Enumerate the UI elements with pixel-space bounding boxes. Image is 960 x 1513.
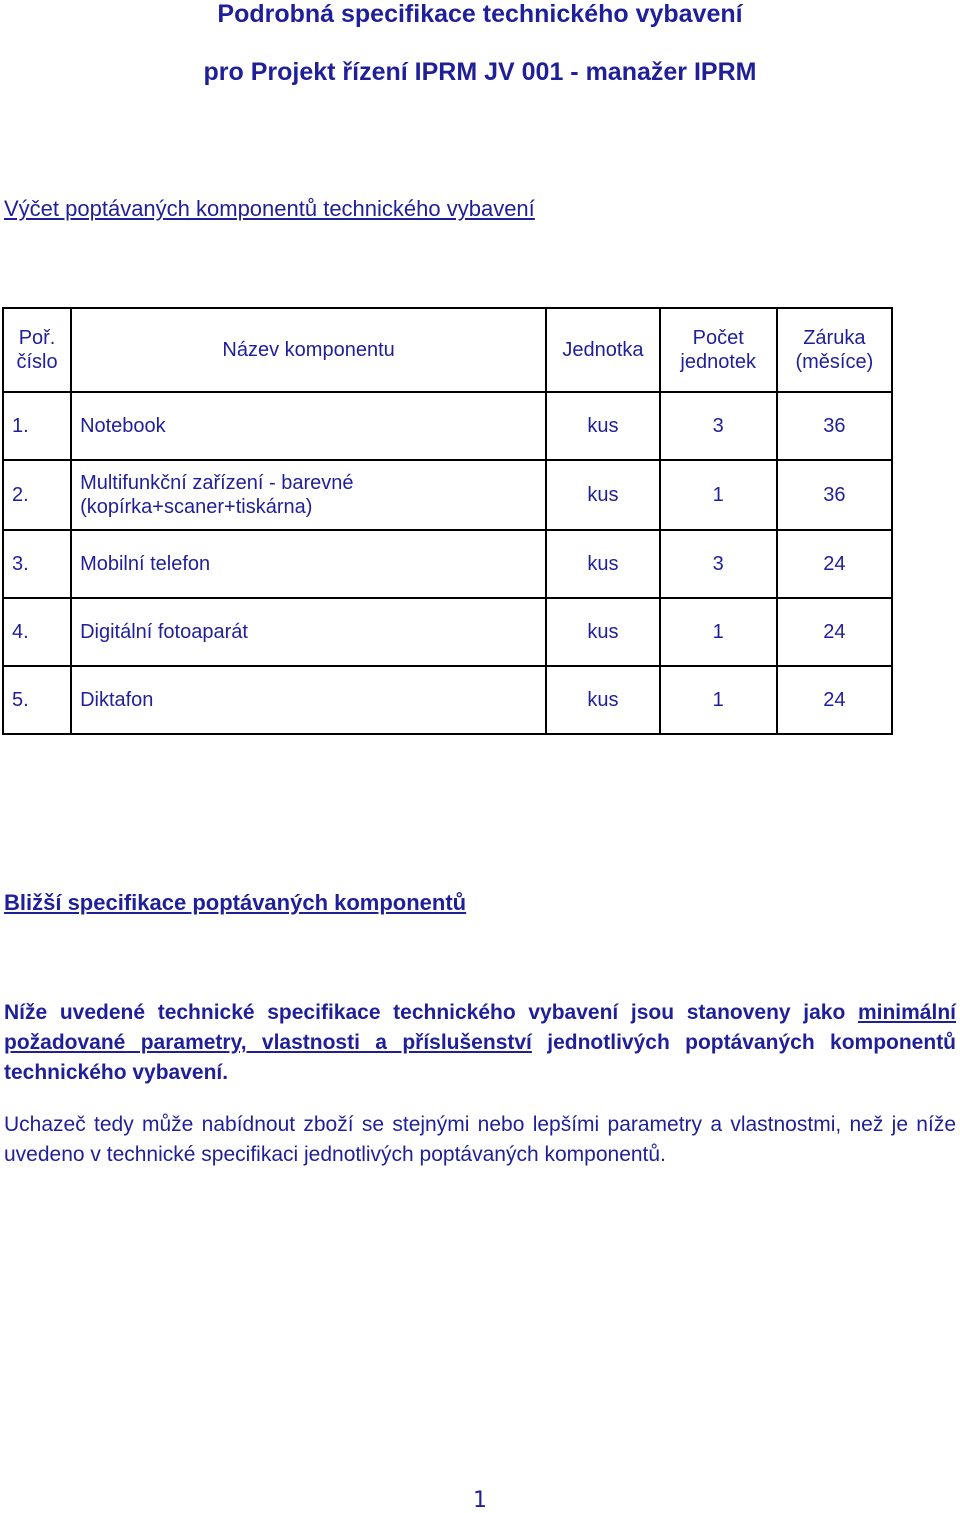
cell-warranty: 24: [777, 666, 892, 734]
cell-number: 5.: [3, 666, 71, 734]
paragraph-minimum-requirements: [4, 998, 956, 1088]
paragraph-underlined-text: minimální požadované parametry, vlastnosti a příslušenství: [4, 1001, 956, 1054]
col-header-warranty: [777, 308, 892, 392]
cell-name: Diktafon: [71, 666, 546, 734]
document-subtitle: pro Projekt řízení IPRM JV 001 - manažer IPRM: [203, 58, 757, 86]
table-row: [3, 460, 892, 530]
paragraph-bidder-note: Uchazeč tedy může nabídnout zboží se stejnými nebo lepšími parametry a vlastnostmi, než je níže uvedeno v technické specifikaci jednotlivých poptávaných komponentů.: [4, 1113, 956, 1166]
cell-count: 3: [660, 530, 777, 598]
cell-unit: kus: [546, 392, 660, 460]
components-table: [2, 307, 893, 735]
cell-name: Mobilní telefon: [71, 530, 546, 598]
cell-number: 1.: [3, 392, 71, 460]
cell-warranty: 36: [777, 460, 892, 530]
cell-name: Digitální fotoaparát: [71, 598, 546, 666]
cell-unit: kus: [546, 460, 660, 530]
col-header-count-line1: Počet: [692, 327, 744, 349]
cell-unit: kus: [546, 530, 660, 598]
cell-number: 2.: [3, 460, 71, 530]
col-header-warranty-line1: Záruka: [803, 327, 866, 349]
page-number: 1: [473, 1488, 487, 1513]
cell-count: 1: [660, 460, 777, 530]
cell-count: 1: [660, 666, 777, 734]
cell-warranty: 36: [777, 392, 892, 460]
col-header-unit: Jednotka: [546, 308, 660, 392]
paragraph-text: Níže uvedené technické specifikace technického vybavení jsou stanoveny jako: [4, 1001, 858, 1024]
col-header-warranty-line2: (měsíce): [795, 351, 874, 373]
document-title: Podrobná specifikace technického vybavení: [217, 0, 743, 28]
cell-number: 3.: [3, 530, 71, 598]
cell-unit: kus: [546, 598, 660, 666]
table-row: [3, 666, 892, 734]
section-heading-specification: Bližší specifikace poptávaných komponentů: [4, 890, 467, 915]
col-header-number-line2: číslo: [16, 351, 58, 373]
table-row: [3, 392, 892, 460]
col-header-count: [660, 308, 777, 392]
cell-unit: kus: [546, 666, 660, 734]
cell-warranty: 24: [777, 530, 892, 598]
cell-number: 4.: [3, 598, 71, 666]
table-header-row: [3, 308, 892, 392]
col-header-name: Název komponentu: [71, 308, 546, 392]
paragraph-text: jednotlivých poptávaných komponentů technického vybavení.: [4, 1031, 957, 1084]
cell-name-line1: Multifunkční zařízení - barevné: [80, 472, 354, 494]
cell-count: 3: [660, 392, 777, 460]
section-heading-components: Výčet poptávaných komponentů technického vybavení: [4, 196, 535, 221]
cell-name: [71, 460, 546, 530]
table-row: [3, 598, 892, 666]
cell-count: 1: [660, 598, 777, 666]
col-header-count-line2: jednotek: [680, 351, 757, 373]
table-row: [3, 530, 892, 598]
col-header-number: [3, 308, 71, 392]
col-header-number-line1: Poř.: [18, 327, 56, 349]
cell-name-line2: (kopírka+scaner+tiskárna): [80, 496, 313, 518]
cell-warranty: 24: [777, 598, 892, 666]
cell-name: Notebook: [71, 392, 546, 460]
